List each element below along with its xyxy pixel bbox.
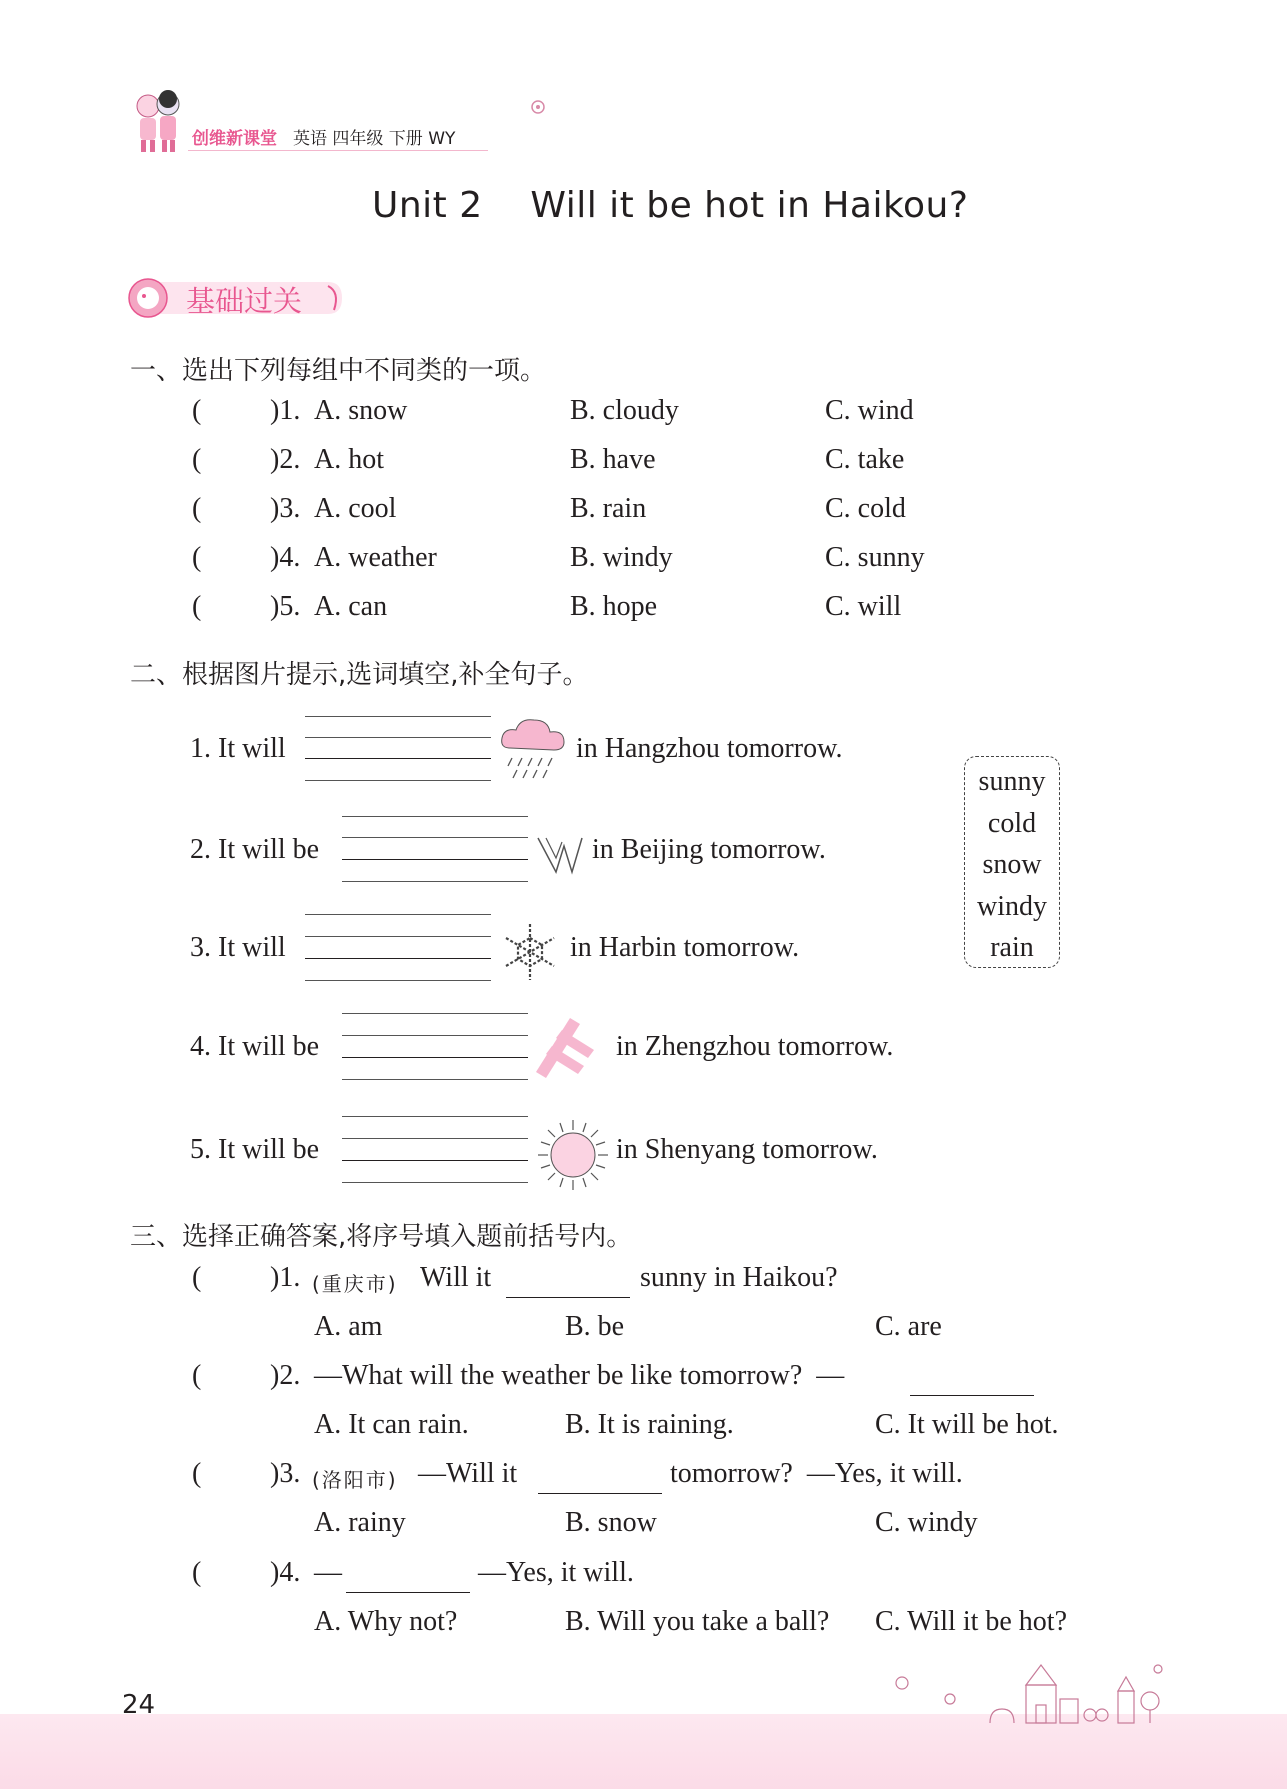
list-item	[0, 542, 1287, 578]
item-number: )1.	[270, 395, 301, 426]
answer-blank[interactable]	[506, 1297, 630, 1298]
sentence-prefix: 1. It will	[190, 733, 286, 764]
header-text	[192, 124, 455, 149]
word-bank-item: sunny	[978, 766, 1046, 797]
option-c: C. are	[875, 1311, 942, 1342]
option-b: B. Will you take a ball?	[565, 1606, 830, 1637]
answer-paren-left[interactable]: (	[192, 542, 202, 573]
sentence-suffix: in Beijing tomorrow.	[592, 834, 826, 865]
option-b: B. windy	[570, 542, 673, 573]
sentence-prefix: 2. It will be	[190, 834, 320, 865]
item-number: )4.	[270, 1557, 301, 1588]
option-c: C. cold	[825, 493, 906, 524]
answer-paren-left[interactable]: (	[192, 493, 202, 524]
question-text: —Will it	[418, 1458, 518, 1489]
option-a: A. cool	[314, 493, 397, 524]
word-bank-item: rain	[990, 932, 1034, 963]
option-b: B. snow	[565, 1507, 657, 1538]
option-c: C. wind	[825, 395, 914, 426]
snow-cloud-icon	[498, 712, 568, 789]
source-label: (洛阳市)	[312, 1468, 398, 1492]
part2-heading: 二、根据图片提示,选词填空,补全句子。	[130, 660, 589, 690]
header-brand: 创维新课堂	[192, 129, 277, 149]
flower-icon	[528, 98, 548, 116]
option-a: A. It can rain.	[314, 1409, 469, 1440]
list-item	[0, 493, 1287, 529]
option-b: B. hope	[570, 591, 658, 622]
answer-blank[interactable]	[538, 1493, 662, 1494]
option-a: A. am	[314, 1311, 383, 1342]
footer-castle-illustration	[890, 1655, 1170, 1730]
question-text: tomorrow? —Yes, it will.	[670, 1458, 963, 1489]
sentence-suffix: in Harbin tomorrow.	[570, 932, 800, 963]
option-c: C. take	[825, 444, 905, 475]
answer-paren-left[interactable]: (	[192, 1458, 202, 1489]
question-text: sunny in Haikou?	[640, 1262, 838, 1293]
question-text: Will it	[420, 1262, 492, 1293]
question-text: —Yes, it will.	[478, 1557, 634, 1588]
list-item	[0, 591, 1287, 627]
castle-icon	[890, 1655, 1170, 1725]
answer-paren-left[interactable]: (	[192, 591, 202, 622]
item-number: )1.	[270, 1262, 301, 1293]
sentence-suffix: in Shenyang tomorrow.	[616, 1134, 878, 1165]
option-b: B. rain	[570, 493, 647, 524]
option-a: A. snow	[314, 395, 408, 426]
word-bank-item: windy	[977, 890, 1047, 922]
wind-flag-icon	[536, 1016, 606, 1087]
option-a: A. weather	[314, 542, 437, 573]
option-a: A. rainy	[314, 1507, 406, 1538]
answer-blank[interactable]	[910, 1395, 1034, 1396]
sun-icon	[536, 1118, 610, 1197]
item-number: )5.	[270, 591, 301, 622]
option-a: A. can	[314, 591, 388, 622]
mascot-icon	[128, 88, 188, 156]
word-bank	[964, 756, 1060, 968]
answer-paren-left[interactable]: (	[192, 1360, 202, 1391]
header-rule	[188, 150, 488, 151]
option-c: C. windy	[875, 1507, 978, 1538]
sentence-prefix: 5. It will be	[190, 1134, 320, 1165]
sentence-suffix: in Hangzhou tomorrow.	[576, 733, 843, 764]
option-c: C. It will be hot.	[875, 1409, 1059, 1440]
answer-paren-left[interactable]: (	[192, 1262, 202, 1293]
part1-heading: 一、选出下列每组中不同类的一项。	[130, 356, 547, 386]
option-a: A. hot	[314, 444, 384, 475]
option-b: B. It is raining.	[565, 1409, 734, 1440]
item-number: )3.	[270, 493, 301, 524]
word-bank-item: cold	[987, 807, 1037, 839]
question-text: —What will the weather be like tomorrow? —	[314, 1360, 845, 1391]
question-text: —	[314, 1557, 342, 1588]
option-b: B. cloudy	[570, 395, 679, 426]
sentence-prefix: 4. It will be	[190, 1031, 320, 1062]
item-number: )4.	[270, 542, 301, 573]
option-c: C. sunny	[825, 542, 925, 573]
word-bank-item: snow	[982, 849, 1042, 880]
option-a: A. Why not?	[314, 1606, 458, 1637]
windy-icon	[536, 834, 584, 881]
item-number: )2.	[270, 1360, 301, 1391]
section-label: 基础过关	[186, 284, 303, 318]
answer-paren-left[interactable]: (	[192, 444, 202, 475]
header-deco-flower	[528, 98, 548, 121]
option-c: C. will	[825, 591, 902, 622]
answer-paren-left[interactable]: (	[192, 1557, 202, 1588]
option-b: B. have	[570, 444, 656, 475]
list-item	[0, 444, 1287, 480]
snowflake-icon	[498, 920, 562, 989]
answer-paren-left[interactable]: (	[192, 395, 202, 426]
header-mascot	[128, 88, 188, 156]
answer-blank[interactable]	[346, 1592, 470, 1593]
source-label: (重庆市)	[312, 1272, 398, 1296]
option-c: C. Will it be hot?	[875, 1606, 1068, 1637]
item-number: )3.	[270, 1458, 301, 1489]
sentence-prefix: 3. It will	[190, 932, 286, 963]
option-b: B. be	[565, 1311, 625, 1342]
header-meta: 英语 四年级 下册 WY	[293, 129, 456, 149]
item-number: )2.	[270, 444, 301, 475]
list-item	[0, 395, 1287, 431]
part3-heading: 三、选择正确答案,将序号填入题前括号内。	[130, 1222, 633, 1252]
page-number: 24	[122, 1690, 156, 1720]
sentence-suffix: in Zhengzhou tomorrow.	[616, 1031, 894, 1062]
page-title: Unit 2 Will it be hot in Haikou?	[372, 185, 969, 226]
